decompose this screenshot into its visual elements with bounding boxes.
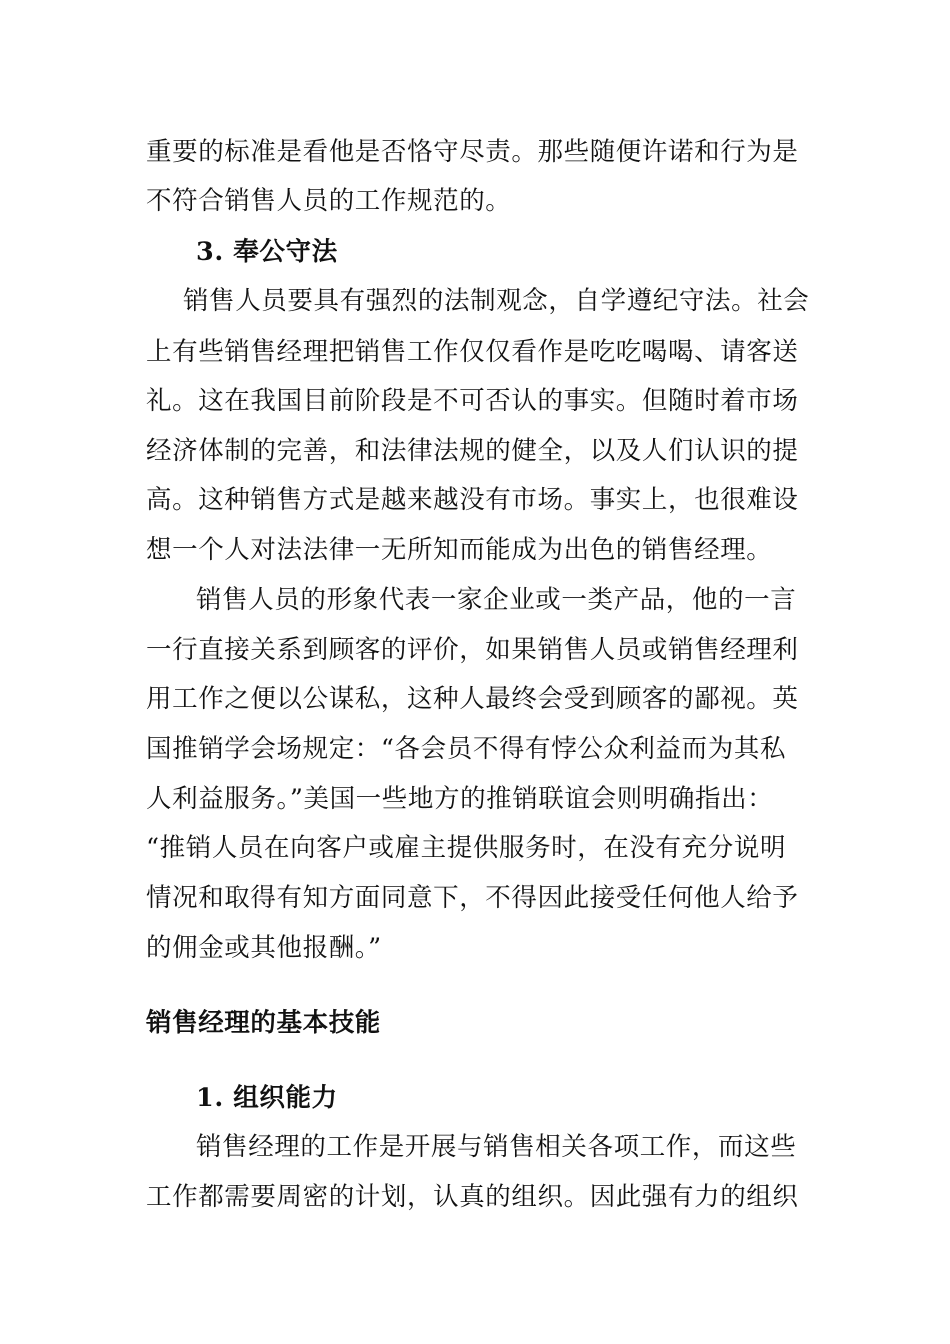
body-text-line: 上有些销售经理把销售工作仅仅看作是吃吃喝喝、请客送 <box>146 337 799 367</box>
body-text-line: 经济体制的完善，和法律法规的健全，以及人们认识的提 <box>146 436 799 466</box>
body-text-line: 用工作之便以公谋私，这种人最终会受到顾客的鄙视。英 <box>146 684 799 714</box>
body-text-line: 一行直接关系到顾客的评价，如果销售人员或销售经理利 <box>146 635 799 665</box>
body-text-line: 想一个人对法法律一无所知而能成为出色的销售经理。 <box>146 535 773 565</box>
body-text-line: 的佣金或其他报酬。” <box>146 933 382 963</box>
body-text-line: 销售人员要具有强烈的法制观念，自学遵纪守法。社会 <box>183 286 810 316</box>
body-text-line: “推销人员在向客户或雇主提供服务时，在没有充分说明 <box>146 833 787 863</box>
body-text-line: 人利益服务。”美国一些地方的推销联谊会则明确指出： <box>146 784 774 814</box>
body-text-line: 销售经理的工作是开展与销售相关各项工作，而这些 <box>196 1132 797 1162</box>
body-text-line: 情况和取得有知方面同意下，不得因此接受任何他人给予 <box>146 883 799 913</box>
body-text-line: 礼。这在我国目前阶段是不可否认的事实。但随时着市场 <box>146 386 799 416</box>
body-text-line: 重要的标准是看他是否恪守尽责。那些随便许诺和行为是 <box>146 137 799 167</box>
section-title-basic-skills: 销售经理的基本技能 <box>146 1008 381 1038</box>
body-text-line: 工作都需要周密的计划，认真的组织。因此强有力的组织 <box>146 1182 799 1212</box>
body-text-line: 不符合销售人员的工作规范的。 <box>146 186 512 216</box>
body-text-line: 销售人员的形象代表一家企业或一类产品，他的一言 <box>196 585 797 615</box>
section-heading-organizing-ability: 1. 组织能力 <box>196 1083 338 1113</box>
body-text-line: 国推销学会场规定：“各会员不得有悖公众利益而为其私 <box>146 734 787 764</box>
body-text-line: 高。这种销售方式是越来越没有市场。事实上，也很难设 <box>146 485 799 515</box>
section-heading-fenggong-shoufa: 3. 奉公守法 <box>196 237 338 267</box>
